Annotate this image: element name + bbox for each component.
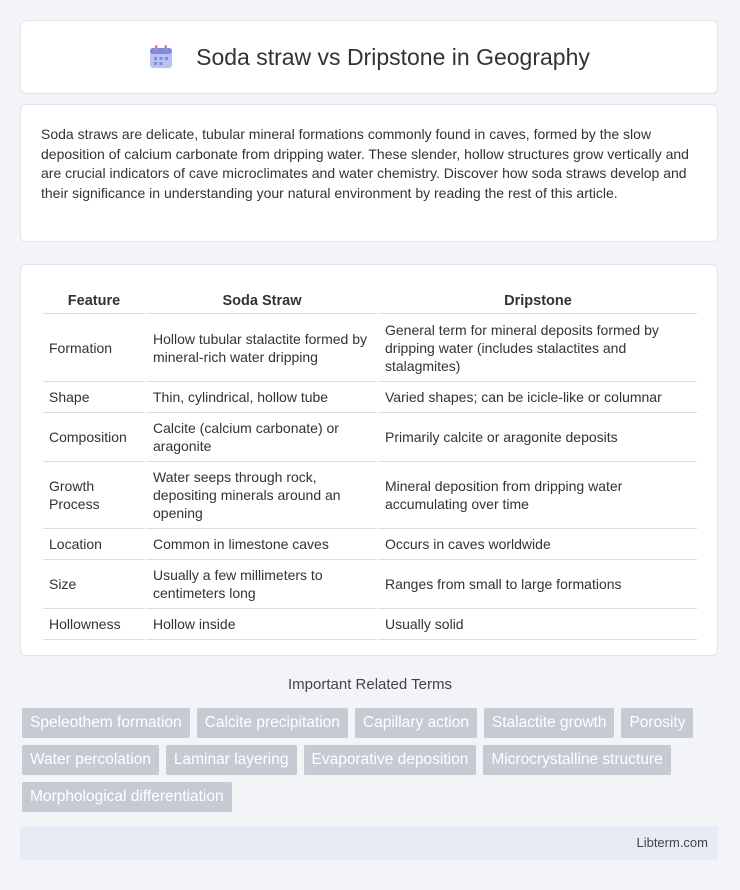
dripstone-cell: General term for mineral deposits formed by dripping water (includes stalactites and stalagmites) [379,314,697,382]
soda-straw-cell: Thin, cylindrical, hollow tube [147,382,377,413]
footer-site-link[interactable]: Libterm.com [636,835,708,850]
dripstone-cell: Mineral deposition from dripping water accumulating over time [379,462,697,529]
related-term-tag[interactable]: Porosity [621,708,693,738]
dripstone-cell: Usually solid [379,609,697,640]
related-term-tag[interactable]: Speleothem formation [22,708,190,738]
feature-cell: Location [43,529,145,560]
soda-straw-cell: Usually a few millimeters to centimeters long [147,560,377,609]
header-soda-straw: Soda Straw [147,285,377,314]
related-term-tag[interactable]: Water percolation [22,745,159,775]
related-term-tag[interactable]: Calcite precipitation [197,708,348,738]
comparison-card [20,264,718,656]
title-card [20,20,718,94]
feature-cell: Hollowness [43,609,145,640]
feature-cell: Shape [43,382,145,413]
header-feature: Feature [43,285,145,314]
calendar-icon [148,44,174,70]
header-dripstone: Dripstone [379,285,697,314]
related-terms-list [22,708,722,819]
page-title: Soda straw vs Dripstone in Geography [196,43,590,70]
soda-straw-cell: Hollow inside [147,609,377,640]
table-row [43,462,697,529]
table-row [43,314,697,382]
footer [20,826,718,860]
feature-cell: Formation [43,314,145,382]
table-row [43,609,697,640]
related-term-tag[interactable]: Morphological differentiation [22,782,232,812]
related-term-tag[interactable]: Capillary action [355,708,477,738]
dripstone-cell: Occurs in caves worldwide [379,529,697,560]
feature-cell: Composition [43,413,145,462]
feature-cell: Size [43,560,145,609]
dripstone-cell: Primarily calcite or aragonite deposits [379,413,697,462]
comparison-table [41,285,699,640]
table-row [43,560,697,609]
related-term-tag[interactable]: Microcrystalline structure [483,745,670,775]
dripstone-cell: Ranges from small to large formations [379,560,697,609]
table-row [43,413,697,462]
table-row [43,382,697,413]
related-terms-heading: Important Related Terms [288,676,452,693]
related-term-tag[interactable]: Laminar layering [166,745,297,775]
soda-straw-cell: Water seeps through rock, depositing minerals around an opening [147,462,377,529]
table-header-row [43,285,697,314]
table-row [43,529,697,560]
related-term-tag[interactable]: Evaporative deposition [304,745,477,775]
soda-straw-cell: Common in limestone caves [147,529,377,560]
soda-straw-cell: Hollow tubular stalactite formed by mineral-rich water dripping [147,314,377,382]
soda-straw-cell: Calcite (calcium carbonate) or aragonite [147,413,377,462]
intro-text: Soda straws are delicate, tubular mineral formations commonly found in caves, formed by the slow deposition of calcium carbonate from dripping water. These slender, hollow structures grow vertically and are crucial indicators of cave microclimates and water chemistry. Discover how soda straws develop and their significance in understanding your natural environment by reading the rest of this article. [41,126,689,201]
dripstone-cell: Varied shapes; can be icicle-like or columnar [379,382,697,413]
intro-card [20,104,718,242]
feature-cell: Growth Process [43,462,145,529]
related-term-tag[interactable]: Stalactite growth [484,708,615,738]
